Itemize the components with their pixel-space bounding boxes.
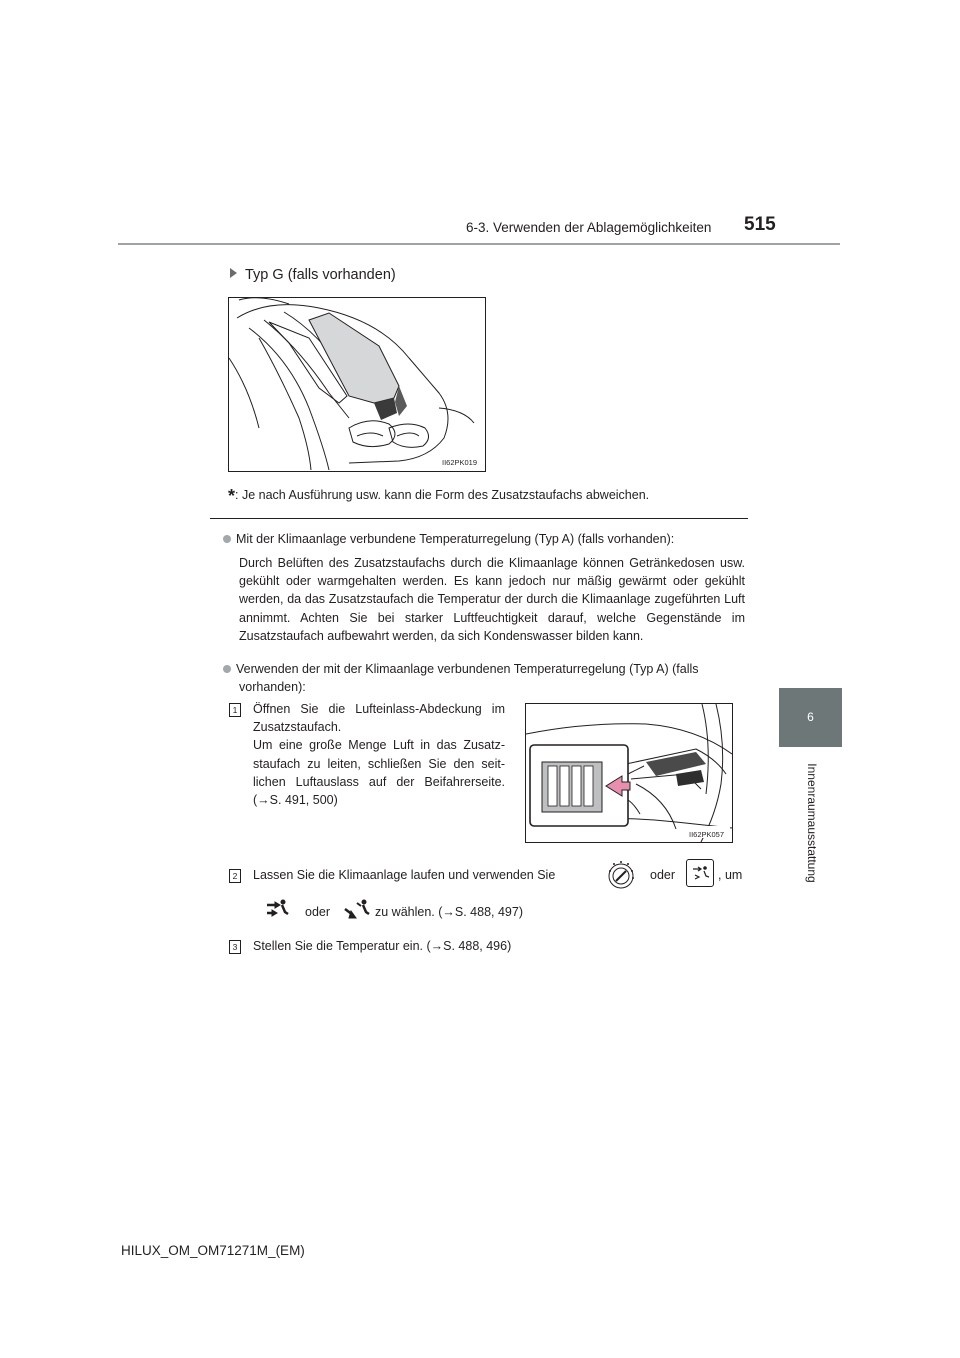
type-heading-text: Typ G (falls vorhanden) xyxy=(245,267,396,283)
note-title-continued: vorhanden): xyxy=(239,680,306,694)
airflow-mode-button-icon xyxy=(686,859,714,887)
footnote-text: : Je nach Ausführung usw. kann die Form des Zusatzstaufachs abweichen. xyxy=(235,488,650,502)
air-inlet-drawing xyxy=(526,704,732,842)
chapter-tab: 6 xyxy=(779,688,842,747)
step-number: 1 xyxy=(229,703,241,717)
storage-illustration xyxy=(228,297,486,472)
figure-code: II62PK019 xyxy=(442,458,478,467)
face-feet-airflow-icon xyxy=(265,899,289,919)
step-text: zu wählen. (→S. 488, 497) xyxy=(375,905,523,919)
footnote-marker: * xyxy=(228,486,236,506)
bullet-dot-icon xyxy=(223,665,231,673)
air-inlet-illustration xyxy=(525,703,733,843)
step-line: staufach zu leiten, schließen Sie den seit- xyxy=(253,756,505,771)
step-text: Stellen Sie die Temperatur ein. (→S. 488, 496) xyxy=(253,939,512,953)
section-title: 6-3. Verwenden der Ablagemöglichkeiten xyxy=(466,220,712,235)
step-number: 2 xyxy=(229,869,241,883)
notes-divider xyxy=(210,518,748,519)
mode-dial-icon xyxy=(604,859,638,893)
note-title xyxy=(223,530,674,548)
step-text: Lassen Sie die Klimaanlage laufen und verwenden Sie xyxy=(253,868,556,882)
chapter-label xyxy=(762,748,862,898)
footnote xyxy=(228,486,649,507)
note-title xyxy=(223,660,699,678)
chapter-label-text: Innenraumausstattung xyxy=(805,763,819,883)
bullet-dot-icon xyxy=(223,535,231,543)
step-text: oder xyxy=(650,868,676,882)
header-divider xyxy=(118,243,840,245)
triangle-right-icon xyxy=(230,268,237,278)
step-1-text xyxy=(253,700,505,809)
page-number: 515 xyxy=(744,214,776,235)
step-text: oder xyxy=(305,905,331,919)
feet-airflow-icon xyxy=(343,899,371,921)
step-line: (→S. 491, 500) xyxy=(253,793,338,808)
note-body: Durch Belüften des Zusatzstaufachs durch die Klimaanlage können Getränkedosen usw. gekühlt oder warmgehalten werden. Es kann jedoch nur mäßig gewärmt oder gekühlt werden, da das Zusatzstaufach die Temperatur der durch die Klimaanlage zugeführten Luft annimmt. Achten Sie bei starker Luftfeuchtigkeit darauf, welche Gegenstände im Zusatzstaufach aufbewahrt werden, da sich Kondenswasser bilden kann. xyxy=(239,556,745,643)
step-number: 3 xyxy=(229,940,241,954)
storage-drawing xyxy=(229,298,485,471)
step-line: Öffnen Sie die Lufteinlass-Abdeckung im xyxy=(253,702,505,716)
step-line: Um eine große Menge Luft in das Zusatz- xyxy=(253,738,505,753)
document-id: HILUX_OM_OM71271M_(EM) xyxy=(121,1243,305,1258)
note-title-text: Mit der Klimaanlage verbundene Temperaturregelung (Typ A) (falls vorhanden): xyxy=(236,532,675,546)
note-title-text: Verwenden der mit der Klimaanlage verbundenen Temperaturregelung (Typ A) (falls xyxy=(236,662,699,676)
step-line: lichen Luftauslass auf der Beifahrerseite. xyxy=(253,774,505,789)
step-line: Zusatzstaufach. xyxy=(253,720,342,735)
step-text: , um xyxy=(718,868,743,882)
figure-code: II62PK057 xyxy=(689,830,725,839)
type-heading xyxy=(230,267,396,283)
